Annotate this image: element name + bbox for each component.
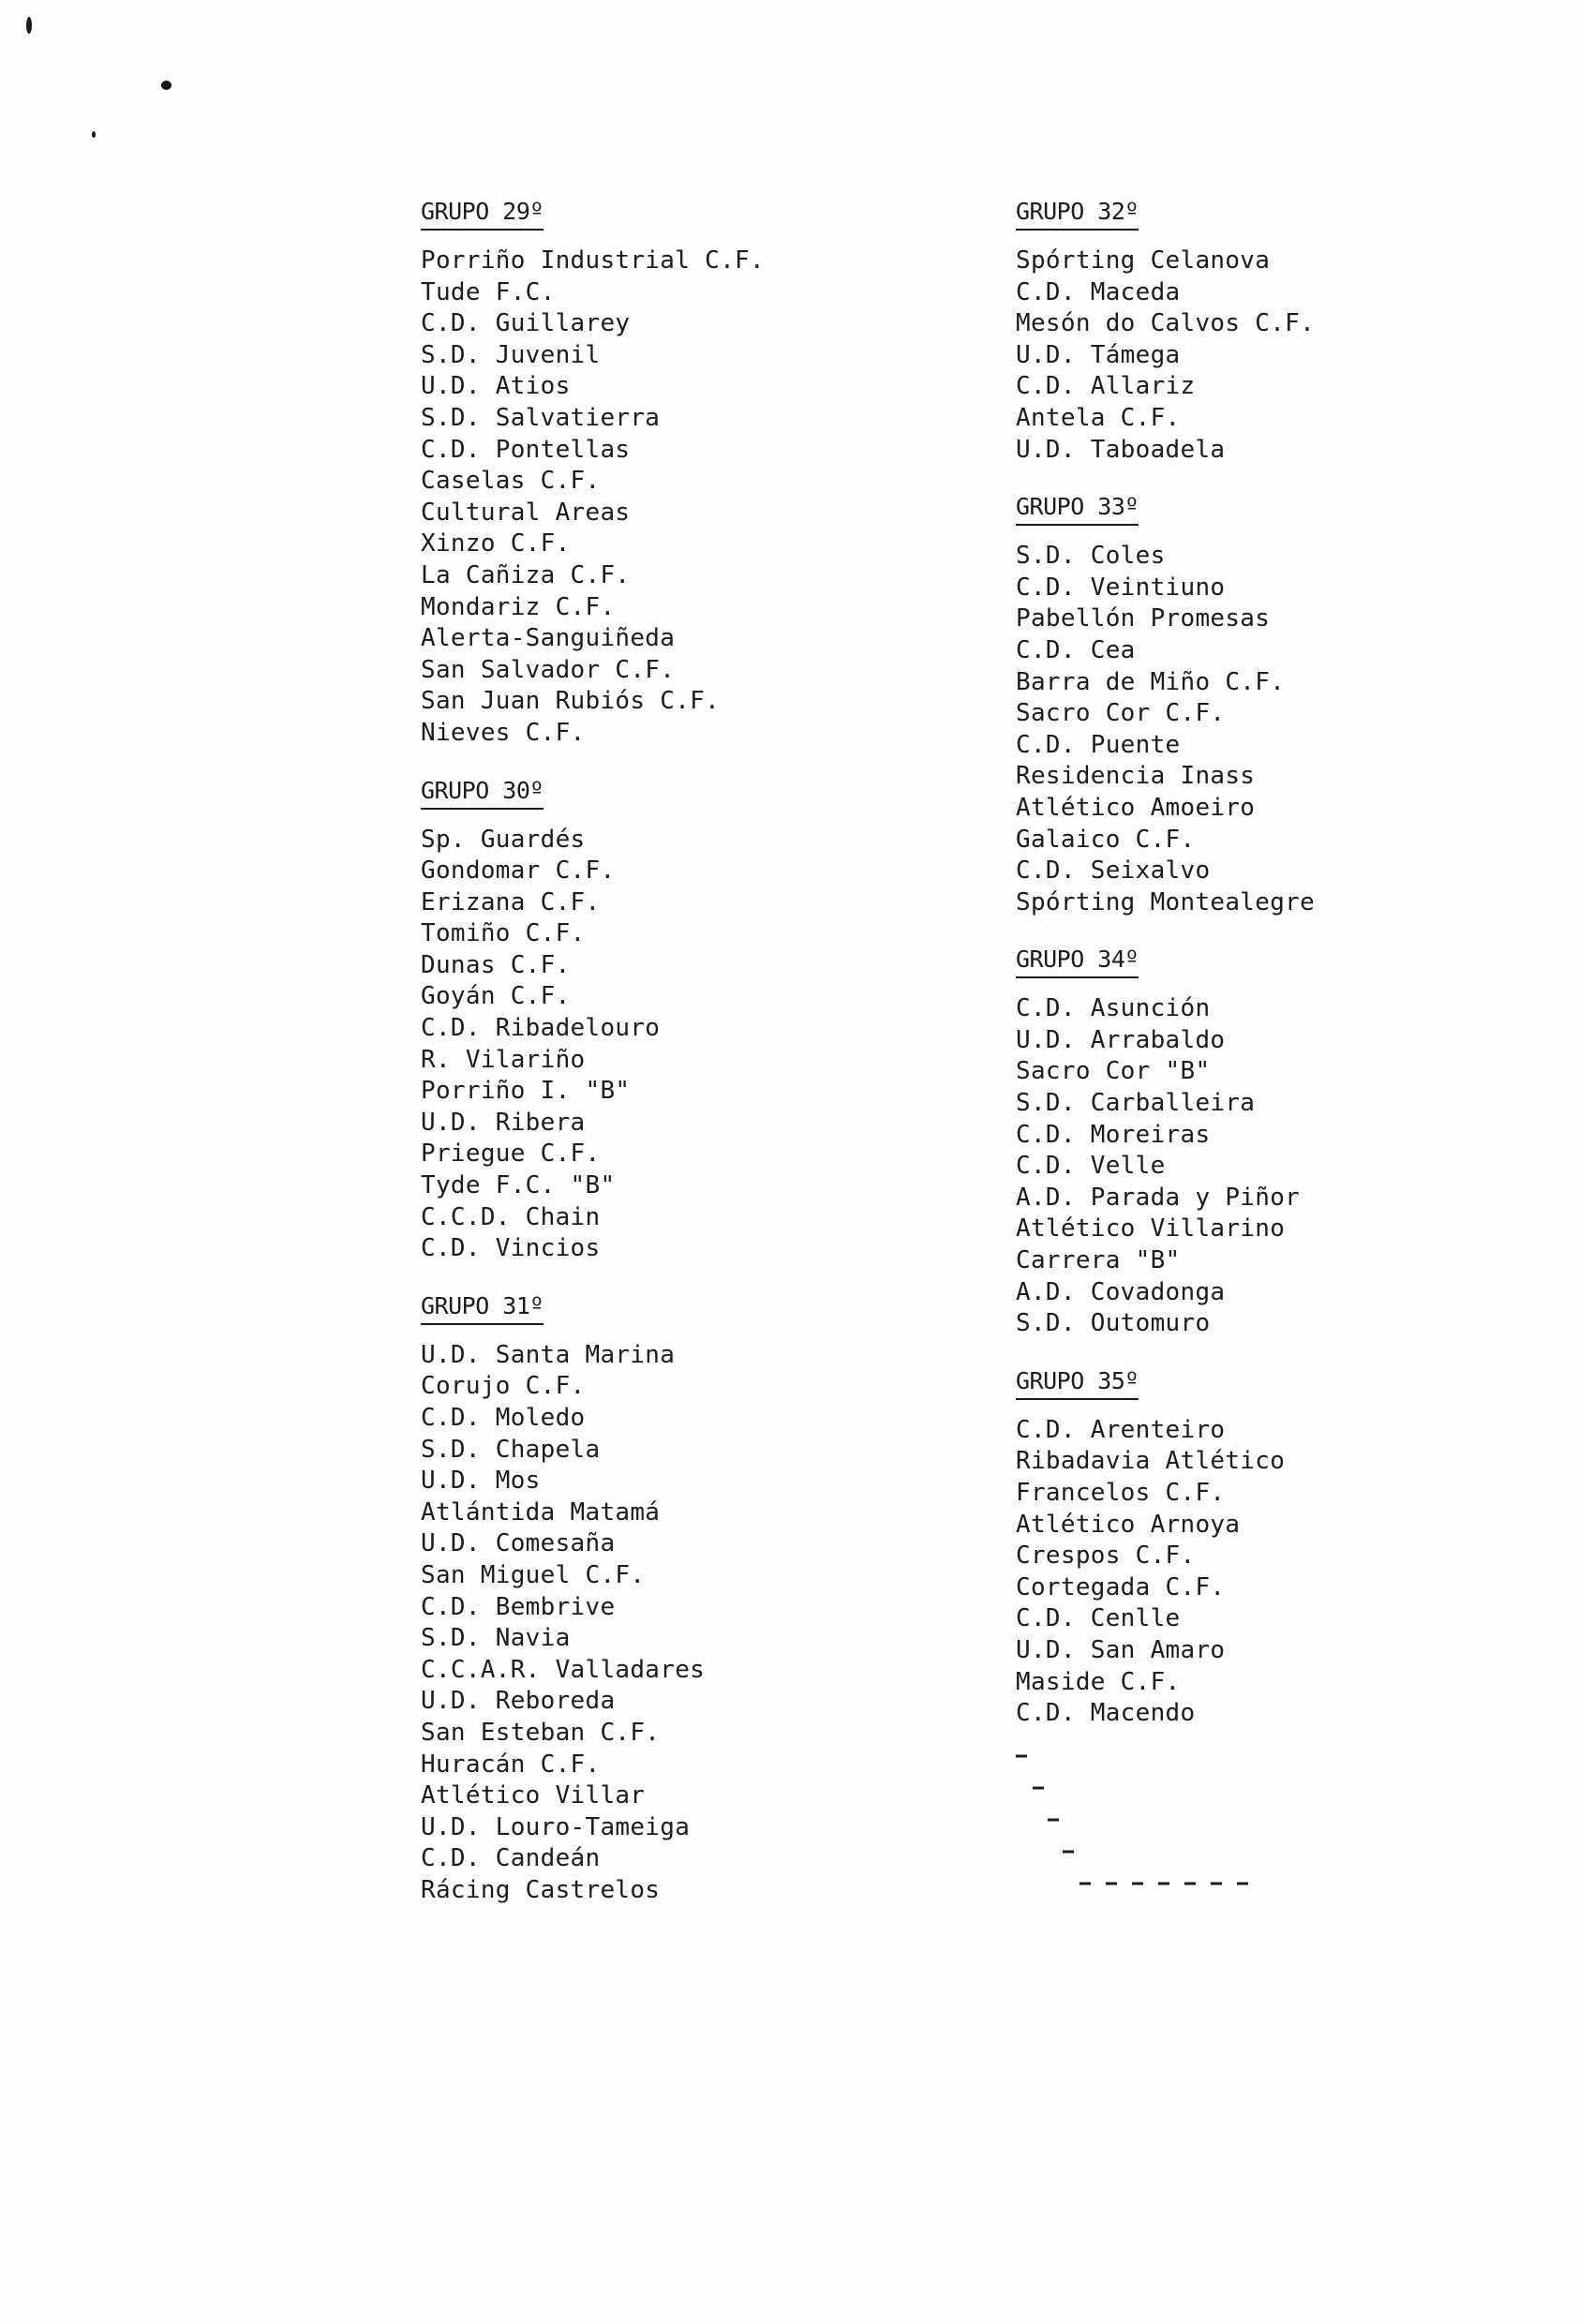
team-entry: Atlético Villar (421, 1781, 646, 1810)
team-entry: C.D. Candeán (421, 1844, 601, 1873)
ink-speck (26, 17, 32, 34)
team-entry: C.D. Velle (1016, 1152, 1166, 1181)
ink-speck (92, 131, 96, 138)
team-entry: Sacro Cor C.F. (1016, 699, 1226, 728)
team-entry: Alerta-Sanguiñeda (421, 624, 676, 653)
team-entry: San Salvador C.F. (421, 655, 676, 684)
team-entry: Corujo C.F. (421, 1372, 586, 1401)
team-entry: Nieves C.F. (421, 718, 586, 747)
team-entry: Priegue C.F. (421, 1140, 601, 1169)
team-entry: C.D. Seixalvo (1016, 857, 1211, 886)
team-entry: C.D. Puente (1016, 730, 1181, 759)
group-block (1016, 492, 1315, 918)
group-block (1016, 197, 1315, 466)
ink-speck (161, 81, 171, 90)
team-entry: Erizana C.F. (421, 887, 601, 916)
team-entry: S.D. Coles (1016, 542, 1166, 571)
team-entry: Tomiño C.F. (421, 919, 586, 948)
team-entry: Spórting Celanova (1016, 246, 1271, 275)
team-entry: Cultural Areas (421, 498, 631, 527)
team-entry: U.D. Taboadela (1016, 435, 1226, 464)
team-entry: Tyde F.C. "B" (421, 1171, 616, 1200)
team-entry: C.D. Veintiuno (1016, 573, 1226, 602)
team-entry: Galaico C.F. (1016, 825, 1196, 854)
group-title: GRUPO 35º (1016, 1366, 1139, 1400)
group-block (1016, 945, 1315, 1340)
group-title: GRUPO 34º (1016, 945, 1139, 978)
team-entry: Pabellón Promesas (1016, 604, 1271, 633)
team-entry: A.D. Parada y Piñor (1016, 1183, 1301, 1212)
team-entry: C.D. Macendo (1016, 1699, 1196, 1728)
team-entry: Ribadavia Atlético (1016, 1447, 1286, 1476)
group-title: GRUPO 32º (1016, 197, 1139, 231)
team-entry: Atlético Amoeiro (1016, 793, 1256, 822)
team-entry: U.D. Reboreda (421, 1687, 616, 1716)
team-entry: C.D. Bembrive (421, 1592, 616, 1621)
team-entry: Xinzo C.F. (421, 529, 571, 559)
group-block (421, 197, 765, 750)
team-entry: Atlético Arnoya (1016, 1510, 1241, 1539)
team-entry: Sacro Cor "B" (1016, 1057, 1211, 1086)
team-entry: S.D. Outomuro (1016, 1309, 1211, 1338)
group-title: GRUPO 33º (1016, 492, 1139, 526)
group-title: GRUPO 30º (421, 776, 543, 810)
group-title: GRUPO 31º (421, 1291, 543, 1325)
team-entry: S.D. Carballeira (1016, 1089, 1256, 1118)
team-entry: La Cañiza C.F. (421, 560, 631, 589)
team-entry: Spórting Montealegre (1016, 887, 1316, 916)
group-block (421, 1291, 765, 1907)
team-entry: U.D. Santa Marina (421, 1340, 676, 1369)
team-entry: C.D. Cenlle (1016, 1604, 1181, 1633)
group-title: GRUPO 29º (421, 197, 543, 231)
team-entry: C.D. Guillarey (421, 309, 631, 338)
team-entry: Crespos C.F. (1016, 1542, 1196, 1571)
team-entry: Tude F.C. (421, 277, 556, 306)
right-column (1016, 197, 1315, 1756)
team-entry: Residencia Inass (1016, 762, 1256, 791)
team-entry: C.D. Moledo (421, 1404, 586, 1432)
team-entry: Goyán C.F. (421, 982, 571, 1011)
team-entry: Carrera "B" (1016, 1246, 1181, 1275)
team-entry: Porriño I. "B" (421, 1077, 631, 1106)
team-entry: Francelos C.F. (1016, 1479, 1226, 1507)
team-entry: Cortegada C.F. (1016, 1572, 1226, 1601)
team-entry: C.D. Vincios (421, 1234, 601, 1263)
team-entry: Porriño Industrial C.F. (421, 246, 765, 275)
team-entry: Antela C.F. (1016, 403, 1181, 432)
closing-dash-marks (1016, 1743, 1316, 1893)
team-entry: R. Vilariño (421, 1045, 586, 1074)
team-entry: C.D. Pontellas (421, 435, 631, 464)
team-entry: Maside C.F. (1016, 1667, 1181, 1696)
team-entry: Huracán C.F. (421, 1750, 601, 1779)
team-entry: U.D. Mos (421, 1467, 541, 1496)
team-entry: C.D. Arenteiro (1016, 1415, 1226, 1444)
team-entry: U.D. Arrabaldo (1016, 1025, 1226, 1054)
team-entry: San Esteban C.F. (421, 1718, 661, 1747)
team-entry: U.D. Louro-Tameiga (421, 1812, 691, 1841)
team-entry: C.C.A.R. Valladares (421, 1655, 706, 1684)
team-entry: S.D. Navia (421, 1624, 571, 1653)
team-entry: Rácing Castrelos (421, 1875, 661, 1904)
team-entry: U.D. Comesaña (421, 1529, 616, 1558)
group-block (1016, 1366, 1315, 1730)
team-entry: S.D. Chapela (421, 1435, 601, 1464)
team-entry: U.D. San Amaro (1016, 1635, 1226, 1664)
team-entry: C.C.D. Chain (421, 1202, 601, 1231)
team-entry: C.D. Maceda (1016, 277, 1181, 306)
team-entry: Mesón do Calvos C.F. (1016, 309, 1316, 338)
left-column (421, 197, 765, 1933)
team-entry: C.D. Allariz (1016, 372, 1196, 401)
team-entry: C.D. Cea (1016, 635, 1136, 664)
team-entry: C.D. Asunción (1016, 994, 1211, 1023)
team-entry: S.D. Juvenil (421, 340, 601, 369)
group-block (421, 776, 765, 1265)
team-entry: A.D. Covadonga (1016, 1277, 1226, 1306)
team-entry: C.D. Moreiras (1016, 1120, 1211, 1149)
team-entry: Sp. Guardés (421, 825, 586, 854)
team-entry: San Miguel C.F. (421, 1560, 646, 1589)
team-entry: Caselas C.F. (421, 467, 601, 496)
team-entry: Mondariz C.F. (421, 592, 616, 621)
team-entry: U.D. Ribera (421, 1108, 586, 1137)
team-entry: Dunas C.F. (421, 950, 571, 979)
team-entry: Atlántida Matamá (421, 1497, 661, 1527)
team-entry: San Juan Rubiós C.F. (421, 687, 721, 716)
team-entry: U.D. Atios (421, 372, 571, 401)
team-entry: C.D. Ribadelouro (421, 1014, 661, 1043)
team-entry: Barra de Miño C.F. (1016, 667, 1286, 696)
team-entry: Gondomar C.F. (421, 857, 616, 886)
team-entry: U.D. Támega (1016, 340, 1181, 369)
team-entry: S.D. Salvatierra (421, 403, 661, 432)
team-entry: Atlético Villarino (1016, 1214, 1286, 1244)
